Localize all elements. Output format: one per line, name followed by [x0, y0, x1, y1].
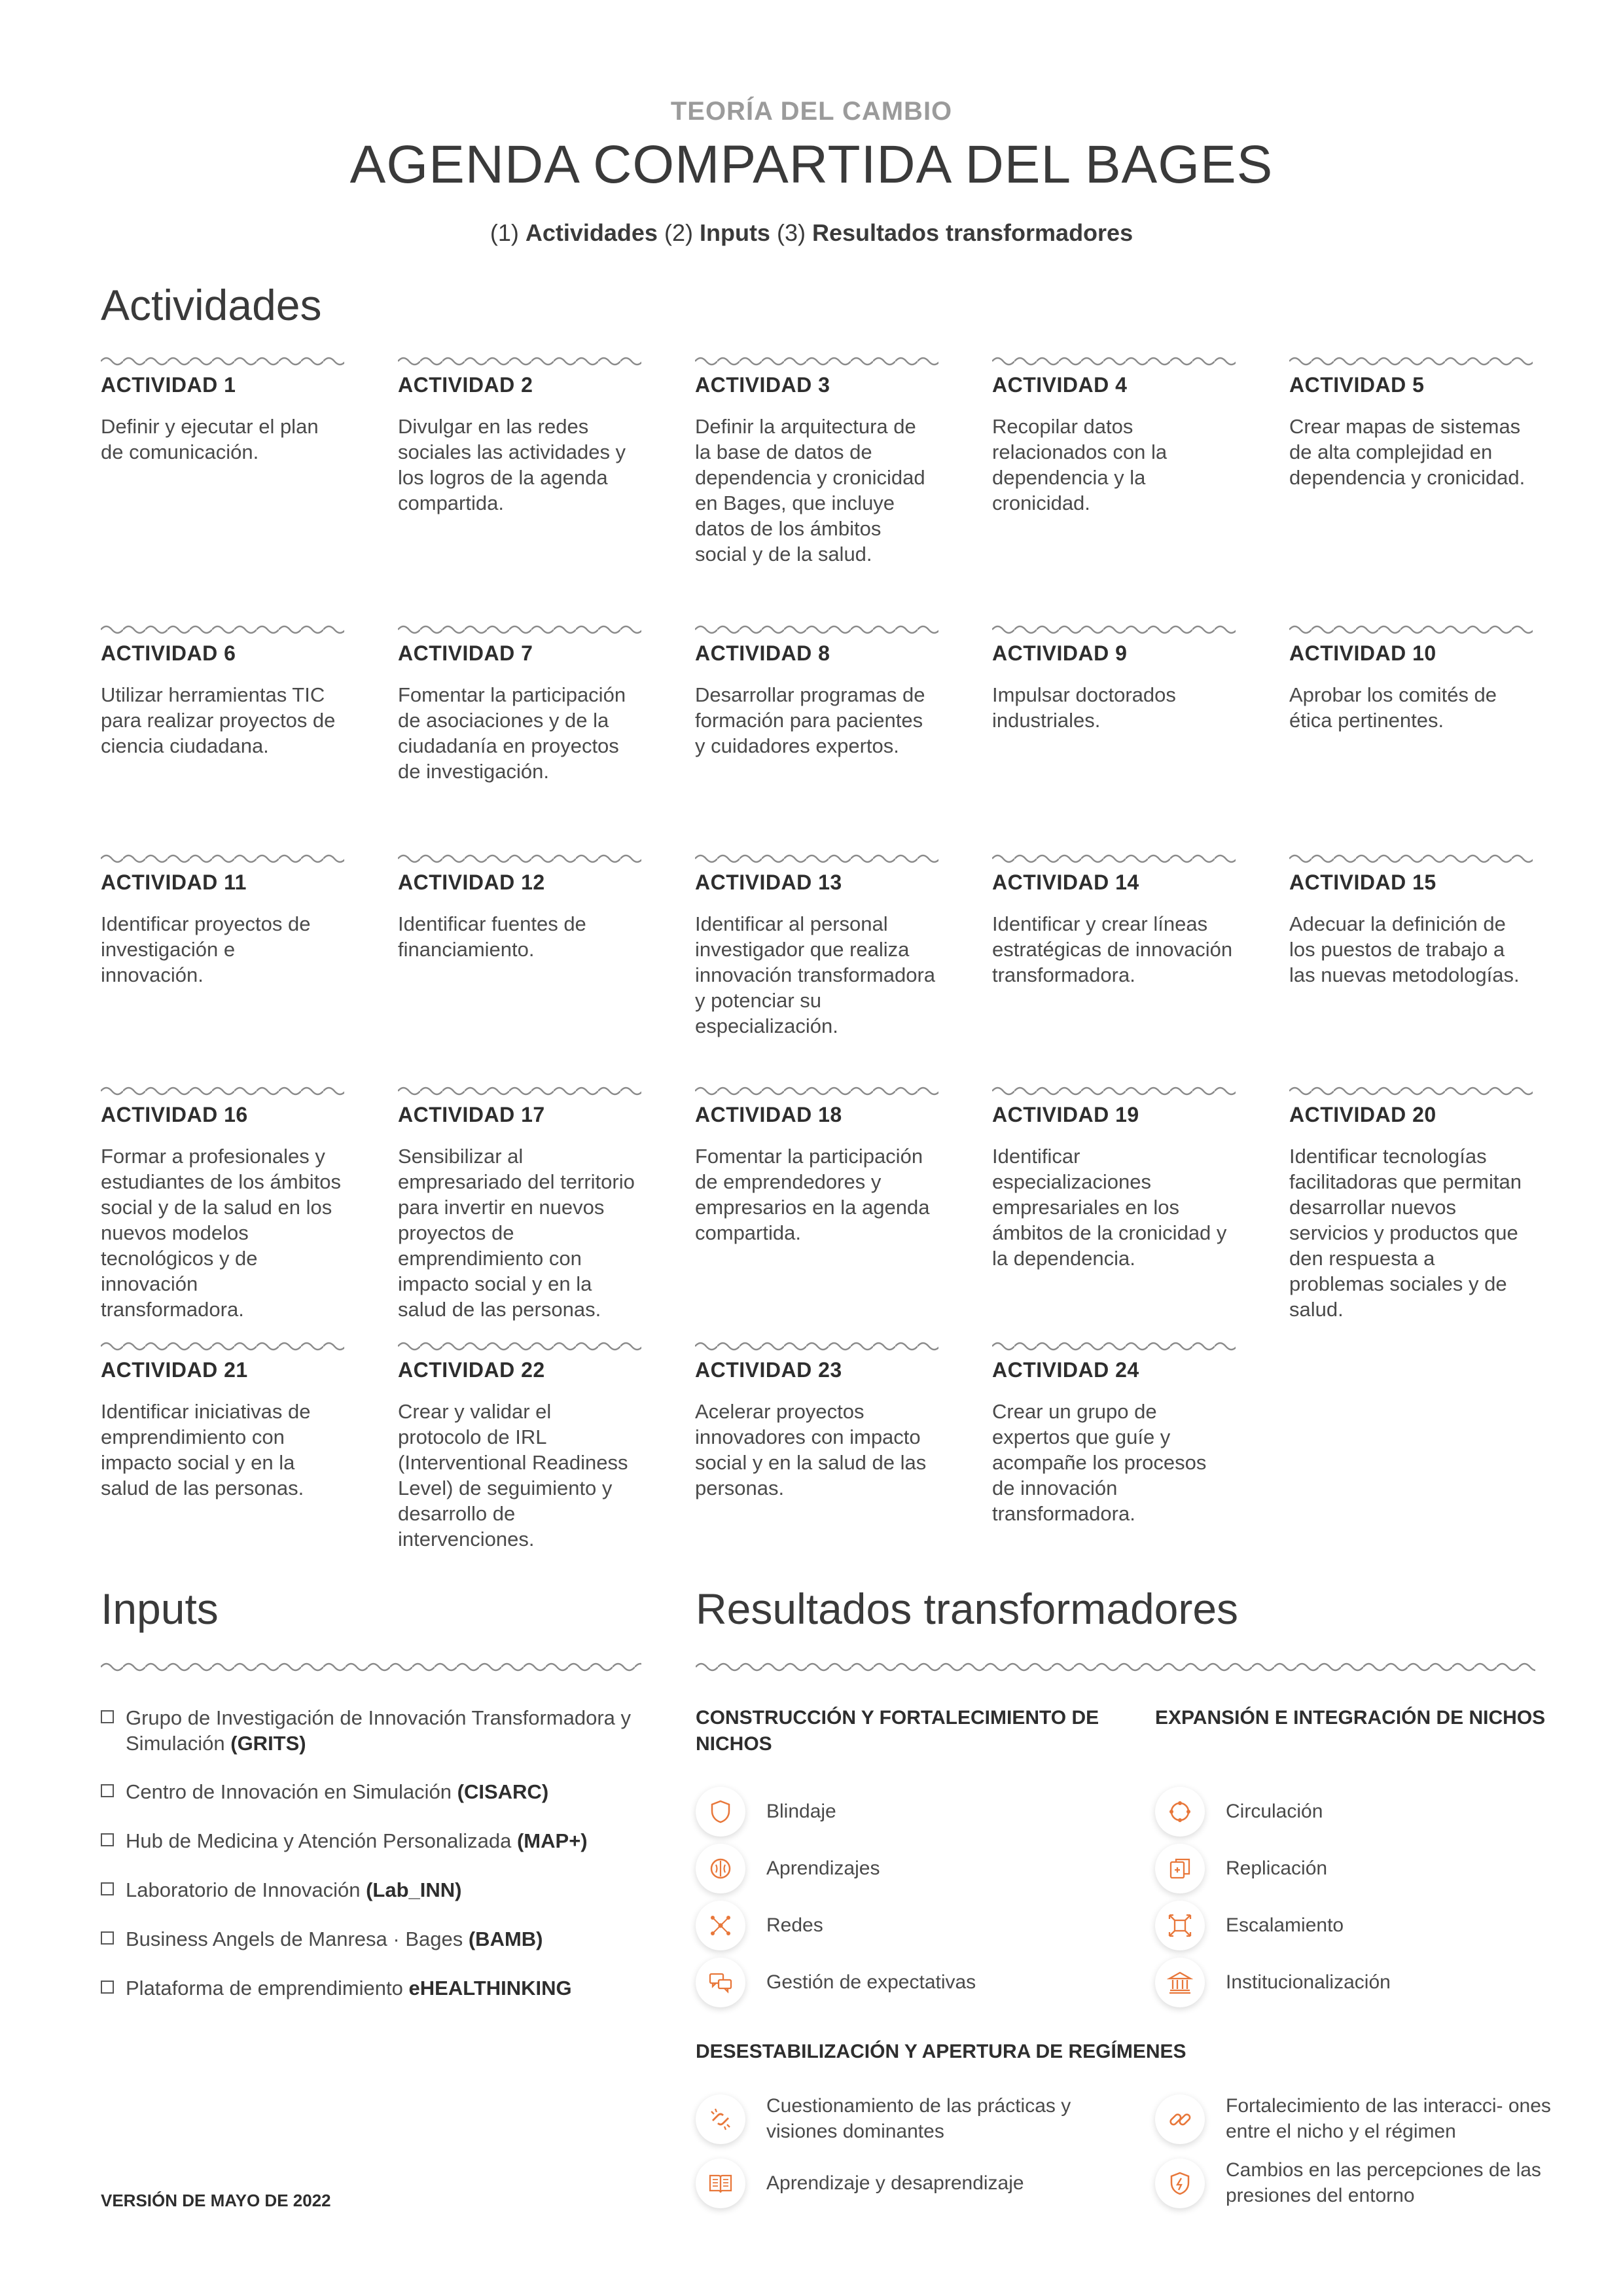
activity-label: ACTIVIDAD 18 [695, 1103, 842, 1126]
wave-divider [992, 622, 1236, 637]
activity-label: ACTIVIDAD 17 [398, 1103, 545, 1126]
wave-divider [695, 353, 938, 369]
activity-text: Definir y ejecutar el plan de comunicación. [101, 415, 319, 463]
subtitle-part: (1) [490, 219, 526, 246]
input-abbr: (CISARC) [457, 1780, 549, 1803]
activity-label: ACTIVIDAD 8 [695, 641, 830, 665]
shield-icon [696, 1787, 745, 1837]
page-title: AGENDA COMPARTIDA DEL BAGES [349, 135, 1274, 194]
input-name: Centro de Innovación en Simulación [126, 1780, 457, 1803]
network-icon [696, 1901, 745, 1950]
book-icon [696, 2159, 745, 2208]
wave-divider [101, 353, 344, 369]
input-text [126, 1975, 662, 2001]
activity-text: Identificar y crear líneas estratégicas de innovación transformadora. [992, 912, 1233, 986]
result-label: Cambios en las percepciones de las presiones del entorno [1226, 2159, 1541, 2206]
result-item [1155, 2159, 1574, 2217]
activity-label: ACTIVIDAD 19 [992, 1103, 1139, 1126]
wave-divider [696, 1659, 1535, 1675]
checkbox-icon [101, 1710, 114, 1723]
wave-divider [695, 1083, 938, 1099]
checkbox-icon [101, 1784, 114, 1797]
wave-divider [695, 622, 938, 637]
activity-label: ACTIVIDAD 9 [992, 641, 1128, 665]
result-item [696, 2159, 1115, 2217]
input-item [101, 1779, 657, 1831]
input-abbr: (GRITS) [230, 1732, 306, 1755]
wave-divider [398, 353, 641, 369]
activity-label: ACTIVIDAD 2 [398, 373, 533, 397]
activity-text: Crear y validar el protocolo de IRL (Interventional Readiness Level) de seguimiento y desarrollo de intervenciones. [398, 1400, 628, 1551]
wave-divider [1289, 622, 1533, 637]
wave-divider [101, 622, 344, 637]
input-name: Business Angels de Manresa · Bages [126, 1928, 469, 1950]
kicker: TEORÍA DEL CAMBIO [670, 97, 953, 126]
wave-divider [101, 1083, 344, 1099]
wave-divider [992, 1083, 1236, 1099]
activity-text: Identificar fuentes de financiamiento. [398, 912, 586, 961]
input-item [101, 1705, 657, 1757]
result-label: Cuestionamiento de las prácticas y visiones dominantes [766, 2095, 1071, 2142]
input-abbr: (BAMB) [468, 1928, 543, 1950]
subtitle [0, 219, 1623, 247]
wave-divider [101, 851, 344, 867]
activity-text: Sensibilizar al empresariado del territorio para invertir en nuevos proyectos de emprendimiento con impacto social y en la salud de las personas. [398, 1145, 635, 1321]
input-name: Hub de Medicina y Atención Personalizada [126, 1829, 517, 1852]
activity-label: ACTIVIDAD 23 [695, 1358, 842, 1382]
checkbox-icon [101, 1833, 114, 1846]
wave-divider [101, 1338, 344, 1354]
result-label: Fortalecimiento de las interacci- ones entre el nicho y el régimen [1226, 2095, 1551, 2142]
chat-icon [696, 1958, 745, 2007]
activity-text: Identificar especializaciones empresariales en los ámbitos de la cronicidad y la dependencia. [992, 1145, 1227, 1270]
wave-divider [398, 1083, 641, 1099]
activity-label: ACTIVIDAD 22 [398, 1358, 545, 1382]
result-label: Redes [766, 1914, 823, 1936]
activity-label: ACTIVIDAD 10 [1289, 641, 1436, 665]
activity-label: ACTIVIDAD 16 [101, 1103, 248, 1126]
result-label: Blindaje [766, 1801, 836, 1822]
input-text [126, 1705, 662, 1756]
result-item [1155, 1958, 1574, 2017]
institution-icon [1155, 1958, 1205, 2007]
wave-divider [398, 622, 641, 637]
activity-text: Divulgar en las redes sociales las actividades y los logros de la agenda compartida. [398, 415, 626, 514]
input-text [126, 1779, 662, 1804]
subtitle-part: Actividades [525, 219, 658, 246]
input-text [126, 1926, 662, 1952]
result-item [1155, 1844, 1574, 1903]
activity-label: ACTIVIDAD 1 [101, 373, 236, 397]
wave-divider [1289, 851, 1533, 867]
activity-label: ACTIVIDAD 5 [1289, 373, 1425, 397]
activity-label: ACTIVIDAD 7 [398, 641, 533, 665]
wave-divider [992, 851, 1236, 867]
activity-text: Fomentar la participación de asociaciones y de la ciudadanía en proyectos de investigación. [398, 683, 626, 783]
link-icon [1155, 2094, 1205, 2144]
checkbox-icon [101, 1882, 114, 1895]
activity-text: Identificar iniciativas de emprendimiento con impacto social y en la salud de las personas. [101, 1400, 311, 1499]
activity-text: Adecuar la definición de los puestos de trabajo a las nuevas metodologías. [1289, 912, 1520, 986]
result-item [696, 1901, 1115, 1960]
activity-label: ACTIVIDAD 11 [101, 870, 247, 894]
brain-icon [696, 1844, 745, 1893]
result-label: Replicación [1226, 1857, 1328, 1879]
activity-text: Identificar al personal investigador que realiza innovación transformadora y potenciar su especialización. [695, 912, 936, 1037]
result-item [696, 1844, 1115, 1903]
version-label: VERSIÓN DE MAYO DE 2022 [101, 2191, 331, 2210]
input-item [101, 1975, 657, 2028]
result-label: Aprendizajes [766, 1857, 880, 1879]
activity-label: ACTIVIDAD 6 [101, 641, 236, 665]
subtitle-part: (2) [657, 219, 700, 246]
input-name: Grupo de Investigación de Innovación Transformadora y Simulación [126, 1706, 632, 1755]
wave-divider [398, 1338, 641, 1354]
activity-text: Recopilar datos relacionados con la dependencia y la cronicidad. [992, 415, 1168, 514]
wave-divider [695, 851, 938, 867]
wave-divider [398, 851, 641, 867]
group-3-title: DESESTABILIZACIÓN Y APERTURA DE REGÍMENES [696, 2041, 1186, 2062]
activity-label: ACTIVIDAD 24 [992, 1358, 1139, 1382]
input-abbr: eHEALTHINKING [408, 1977, 572, 2000]
wave-divider [992, 353, 1236, 369]
replication-icon [1155, 1844, 1205, 1893]
activity-label: ACTIVIDAD 21 [101, 1358, 248, 1382]
group-2-title: EXPANSIÓN E INTEGRACIÓN DE NICHOS [1155, 1707, 1546, 1729]
activity-text: Acelerar proyectos innovadores con impacto social y en la salud de las personas. [695, 1400, 927, 1499]
activity-text: Desarrollar programas de formación para pacientes y cuidadores expertos. [695, 683, 925, 757]
activity-text: Impulsar doctorados industriales. [992, 683, 1176, 732]
input-text [126, 1877, 662, 1903]
activity-label: ACTIVIDAD 12 [398, 870, 545, 894]
activity-label: ACTIVIDAD 3 [695, 373, 830, 397]
wave-divider [695, 1338, 938, 1354]
activity-label: ACTIVIDAD 14 [992, 870, 1139, 894]
activity-label: ACTIVIDAD 20 [1289, 1103, 1436, 1126]
result-item [1155, 1787, 1574, 1846]
broken-link-icon [696, 2094, 745, 2144]
wave-divider [992, 1338, 1236, 1354]
result-item [696, 1787, 1115, 1846]
wave-divider [101, 1659, 641, 1675]
result-label: Aprendizaje y desaprendizaje [766, 2172, 1024, 2194]
input-item [101, 1926, 657, 1979]
result-label: Institucionalización [1226, 1971, 1391, 1993]
subtitle-part: Inputs [699, 219, 770, 246]
shield-check-icon [1155, 2159, 1205, 2208]
activity-text: Crear mapas de sistemas de alta complejidad en dependencia y cronicidad. [1289, 415, 1525, 489]
input-abbr: (MAP+) [516, 1829, 588, 1852]
result-label: Escalamiento [1226, 1914, 1344, 1936]
activity-text: Identificar proyectos de investigación e innovación. [101, 912, 311, 986]
activity-text: Formar a profesionales y estudiantes de los ámbitos social y de la salud en los nuevos modelos tecnológicos y de innovación transformadora. [101, 1145, 342, 1321]
result-item [1155, 1901, 1574, 1960]
activity-text: Crear un grupo de expertos que guíe y acompañe los procesos de innovación transformadora. [992, 1400, 1207, 1525]
input-abbr: (Lab_INN) [366, 1878, 462, 1901]
circulation-icon [1155, 1787, 1205, 1837]
checkbox-icon [101, 1931, 114, 1945]
activity-text: Fomentar la participación de emprendedores y empresarios en la agenda compartida. [695, 1145, 930, 1244]
result-item [1155, 2094, 1574, 2153]
result-item [696, 2094, 1115, 2153]
activity-label: ACTIVIDAD 15 [1289, 870, 1436, 894]
activity-text: Definir la arquitectura de la base de datos de dependencia y cronicidad en Bages, que incluye datos de los ámbitos social y de la salud. [695, 415, 925, 565]
input-name: Plataforma de emprendimiento [126, 1977, 409, 2000]
input-text [126, 1828, 662, 1854]
group-1-title: CONSTRUCCIÓN Y FORTALECIMIENTO DE NICHOS [696, 1707, 1099, 1755]
result-label: Gestión de expectativas [766, 1971, 976, 1993]
result-label: Circulación [1226, 1801, 1323, 1822]
input-name: Laboratorio de Innovación [126, 1878, 366, 1901]
results-title: Resultados transformadores [696, 1585, 1239, 1633]
checkbox-icon [101, 1981, 114, 1994]
activity-label: ACTIVIDAD 4 [992, 373, 1128, 397]
activity-text: Utilizar herramientas TIC para realizar proyectos de ciencia ciudadana. [101, 683, 336, 757]
input-item [101, 1828, 657, 1880]
activities-title: Actividades [101, 281, 322, 329]
activity-text: Aprobar los comités de ética pertinentes. [1289, 683, 1497, 732]
scaling-icon [1155, 1901, 1205, 1950]
input-item [101, 1877, 657, 1929]
result-item [696, 1958, 1115, 2017]
wave-divider [1289, 353, 1533, 369]
activity-text: Identificar tecnologías facilitadoras que permitan desarrollar nuevos servicios y productos que den respuesta a problemas sociales y de salud. [1289, 1145, 1522, 1321]
subtitle-part: (3) [770, 219, 812, 246]
wave-divider [1289, 1083, 1533, 1099]
subtitle-part: Resultados transformadores [812, 219, 1133, 246]
activity-label: ACTIVIDAD 13 [695, 870, 842, 894]
inputs-title: Inputs [101, 1585, 219, 1633]
